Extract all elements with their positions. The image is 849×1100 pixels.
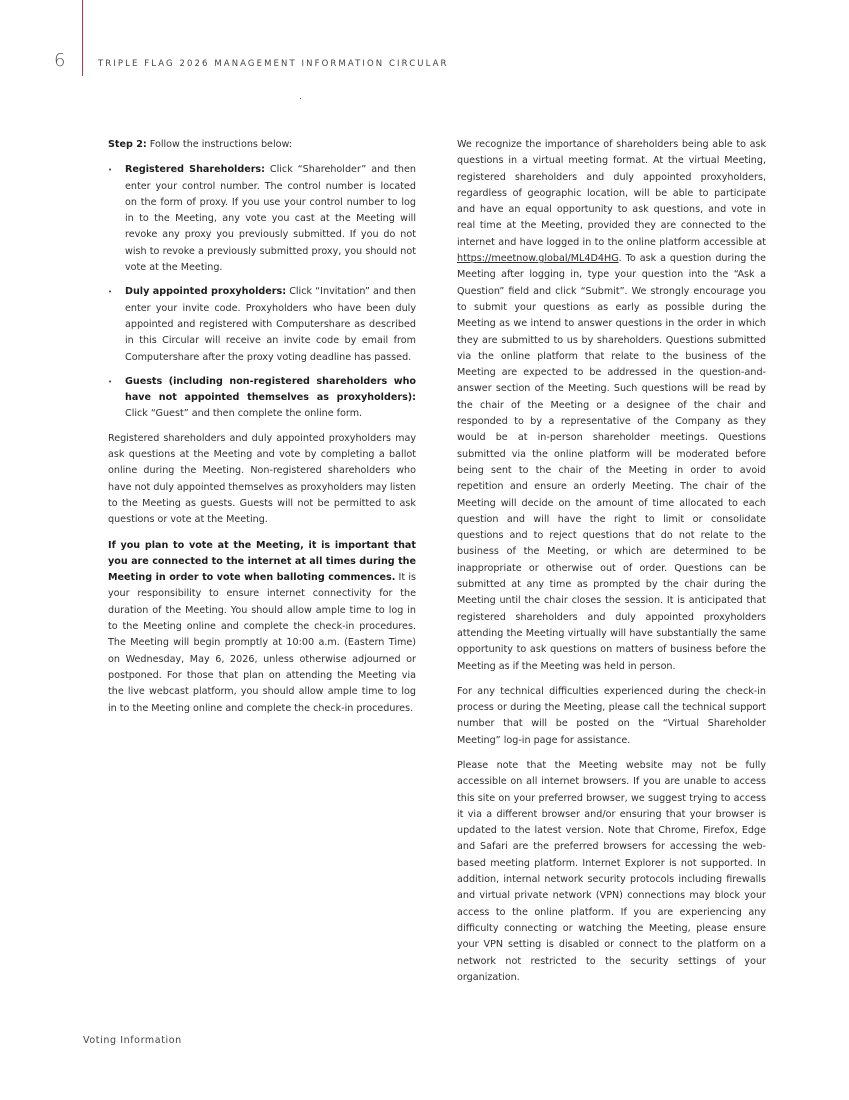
login-options-list xyxy=(108,162,416,422)
paragraph: Please note that the Meeting website may not be fully accessible on all internet browsers. If you are unable to access this site on your preferred browser, we suggest trying to access it via a different browser and/or ensuring that your browser is updated to the latest version. Note that Chrome, Firefox, Edge and Safari are the preferred browsers for accessing the web-based meeting platform. Internet Explorer is not supported. In addition, internal network security protocols including firewalls and virtual private network (VPN) connections may block your access to the online platform. If you are experiencing any difficulty connecting or watching the Meeting, please ensure your VPN setting is disabled or connect to the platform on a network not restricted to the security settings of your organization. xyxy=(457,759,766,983)
bullet-label: Guests (including non-registered shareholders who have not appointed themselves as proxyholders): xyxy=(125,375,416,404)
paragraph: Registered shareholders and duly appointed proxyholders may ask questions at the Meeting and vote by completing a ballot online during the Meeting. Non-registered shareholders who have not duly appointed themselves as proxyholders may listen to the Meeting as guests. Guests will not be permitted to ask questions or vote at the Meeting. xyxy=(108,432,416,526)
step-instruction xyxy=(108,137,416,153)
list-item xyxy=(108,162,416,276)
bullet-text: Click “Guest” and then complete the online form. xyxy=(125,408,363,420)
bullet-label: Registered Shareholders: xyxy=(125,164,265,176)
paragraph: For any technical difficulties experienced during the check-in process or during the Meeting, please call the technical support number that will be posted on the “Virtual Shareholder Meeting” log-in page for assistance. xyxy=(457,685,766,746)
paragraph-text: . To ask a question during the Meeting after logging in, type your question into the “Ask a Question” field and click “Submit”. We strongly encourage you to submit your questions as early as possible during the Meeting as we intend to answer questions in the order in which they are submitted to us by shareholders. Questions submitted via the online platform that relate to the business of the Meeting are expected to be addressed in the question-and-answer section of the Meeting. Such questions will be read by the chair of the Meeting or a designee of the chair and responded to by a representative of the Company as they would be at in-person shareholder meetings. Questions submitted via the online platform will be moderated before being sent to the chair of the Meeting in order to avoid repetition and ensure an orderly Meeting. The chair of the Meeting will decide on the amount of time allocated to each question and will have the right to limit or consolidate questions and to reject questions that do not relate to the business of the Meeting, or which are determined to be inappropriate or otherwise out of order. Questions can be submitted at any time as prompted by the chair during the Meeting until the chair closes the session. It is anticipated that registered shareholders and duly appointed proxyholders attending the Meeting virtually will have substantially the same opportunity to ask questions on matters of business before the Meeting as if the Meeting was held in person. xyxy=(457,253,766,672)
document-title: TRIPLE FLAG 2026 MANAGEMENT INFORMATION CIRCULAR xyxy=(98,59,449,69)
bullet-label: Duly appointed proxyholders: xyxy=(125,286,287,298)
bullet-text: Click “Invitation” and then enter your invite code. Proxyholders who have been duly appointed and registered with Computershare as described in this Circular will receive an invite code by email from Computershare after the proxy voting deadline has passed. xyxy=(125,286,417,363)
paragraph-text: It is your responsibility to ensure internet connectivity for the duration of the Meeting. You should allow ample time to log in to the Meeting online and complete the check-in procedures. The Meeting will begin promptly at 10:00 a.m. (Eastern Time) on Wednesday, May 6, 2026, unless otherwise adjourned or postponed. For those that plan on attending the Meeting via the live webcast platform, you should allow ample time to log in to the Meeting online and complete the check-in procedures. xyxy=(108,572,416,714)
step-label: Step 2: xyxy=(108,139,147,150)
list-item xyxy=(108,284,416,365)
footer-section-label: Voting Information xyxy=(83,1035,182,1046)
page-number: 6 xyxy=(54,50,66,71)
meeting-link[interactable]: https://meetnow.global/ML4D4HG xyxy=(457,253,619,265)
paragraph xyxy=(108,538,416,717)
paragraph xyxy=(457,137,766,675)
right-column xyxy=(457,137,766,995)
bullet-text: Click “Shareholder” and then enter your control number. The control number is located on the form of proxy. If you use your control number to log in to the Meeting, any vote you cast at the Meeting will revoke any proxy you previously submitted. If you do not wish to revoke a previously submitted proxy, you should not vote at the Meeting. xyxy=(125,164,416,274)
header-divider xyxy=(82,0,83,76)
stray-dot xyxy=(300,98,301,99)
left-column xyxy=(108,137,416,726)
list-item xyxy=(108,374,416,423)
step-text: Follow the instructions below: xyxy=(146,139,293,150)
important-notice: If you plan to vote at the Meeting, it is important that you are connected to the internet at all times during the Meeting in order to vote when balloting commences. xyxy=(108,539,416,584)
paragraph-text: We recognize the importance of shareholders being able to ask questions in a virtual meeting format. At the virtual Meeting, registered shareholders and duly appointed proxyholders, regardless of geographic location, will be able to participate and have an equal opportunity to ask questions, and vote in real time at the Meeting, provided they are connected to the internet and have logged in to the online platform accessible at xyxy=(457,139,766,248)
